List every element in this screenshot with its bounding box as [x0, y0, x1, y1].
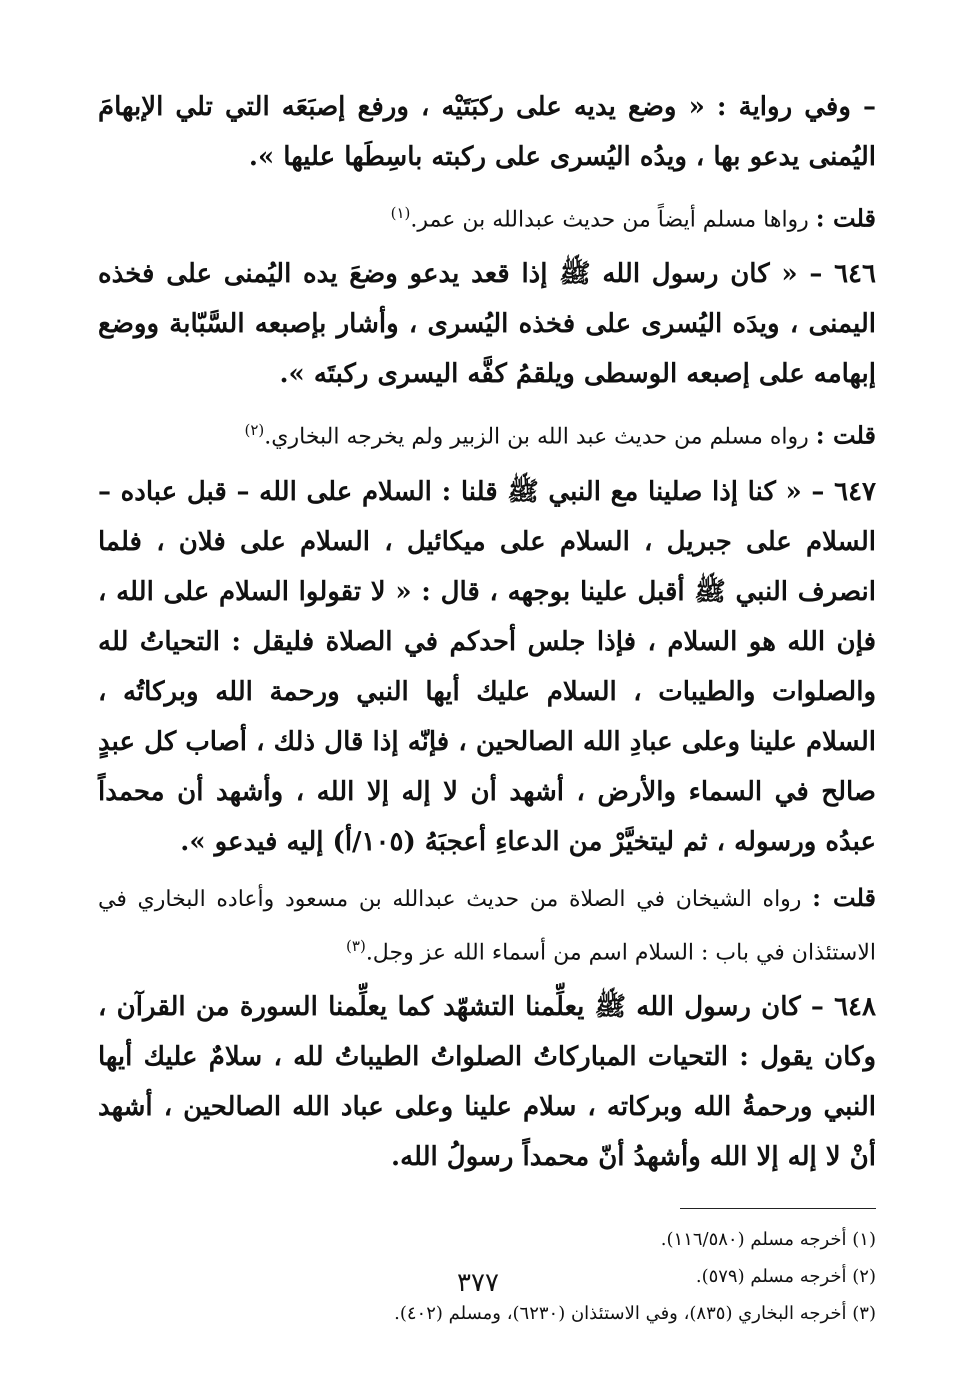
- note-label: قلت :: [815, 203, 876, 233]
- footnote-marker[interactable]: (١): [390, 204, 411, 222]
- commentary-note: [98, 407, 876, 460]
- footnote-3: (٣) أخرجه البخاري (٨٣٥)، وفي الاستئذان (٦٢٣٠)، ومسلم (٤٠٢).: [394, 1302, 876, 1324]
- footnote-2: (٢) أخرجه مسلم (٥٧٩).: [695, 1265, 876, 1287]
- footnote-rule-wrap: [98, 1208, 876, 1209]
- hadith-646: ٦٤٦ – « كان رسول الله ﷺ إذا قعد يدعو وضعَ يده اليُمنى على فخذه اليمنى ، ويدَه اليُسرى على فخذه اليُسرى ، وأشار بإصبعه السَّبّابة ووضع إبهامه على إصبعه الوسطى ويلقمُ كفَّه اليسرى ركبتَه ».: [98, 259, 876, 390]
- note-text: رواها مسلم أيضاً من حديث عبدالله بن عمر.: [410, 207, 816, 233]
- note-text: رواه مسلم من حديث عبد الله بن الزبير ولم يخرجه البخاري.: [264, 424, 816, 450]
- commentary-note: [98, 190, 876, 243]
- note-text: رواه الشيخان في الصلاة من حديث عبدالله بن مسعود وأعاده البخاري في الاستئذان في باب : السلام اسم من أسماء الله عز وجل.: [98, 886, 876, 965]
- note-label: قلت :: [815, 420, 876, 450]
- hadith-647: ٦٤٧ – « كنا إذا صلينا مع النبي ﷺ قلنا : السلام على الله – قبل عباده – السلام على جبريل ، السلام على ميكائيل ، السلام على فلان ، فلما انصرف النبي ﷺ أقبل علينا بوجهه ، قال : « لا تقولوا السلام على الله ، فإن الله هو السلام ، فإذا جلس أحدكم في الصلاة فليقل : التحياتُ لله والصلوات والطيبات ، السلام عليك أيها النبي ورحمة الله وبركاتُه ، السلام علينا وعلى عبادِ الله الصالحين ، فإنّه إذا قال ذلك ، أصاب كل عبدٍ صالح في السماء والأرض ، أشهد أن لا إله إلا الله ، وأشهد أن محمداً عبدُه ورسوله ، ثم ليتخيَّرْ من الدعاءِ أعجبَهُ (١٠٥/أ) إليه فيدعو ».: [98, 476, 877, 857]
- footnote-marker[interactable]: (٣): [346, 936, 366, 955]
- note-label: قلت :: [812, 882, 876, 912]
- commentary-note: [98, 875, 876, 976]
- page-number: ٣٧٧: [457, 1268, 499, 1298]
- footnote-1: (١) أخرجه مسلم (١١٦/٥٨٠).: [660, 1228, 876, 1250]
- footnote-divider: [680, 1208, 876, 1209]
- hadith-variant-text: – وفي رواية : « وضع يديه على ركبَتَيْه ، ورفع إصبَعَه التي تلي الإبهامَ اليُمنى يدعو بها ، ويدُه اليُسرى على ركبته باسِطَها عليها ».: [98, 92, 876, 172]
- hadith-648: ٦٤٨ – كان رسول الله ﷺ يعلِّمنا التشهّد كما يعلِّمنا السورة من القرآن ، وكان يقول : التحيات المباركاتُ الصلواتُ الطيباتُ لله ، سلامٌ عليك أيها النبي ورحمةُ الله وبركاته ، سلام علينا وعلى عباد الله الصالحين ، أشهد أنْ لا إله إلا الله وأشهدُ أنّ محمداً رسولُ الله.: [98, 991, 876, 1172]
- footnote-marker[interactable]: (٢): [244, 421, 265, 440]
